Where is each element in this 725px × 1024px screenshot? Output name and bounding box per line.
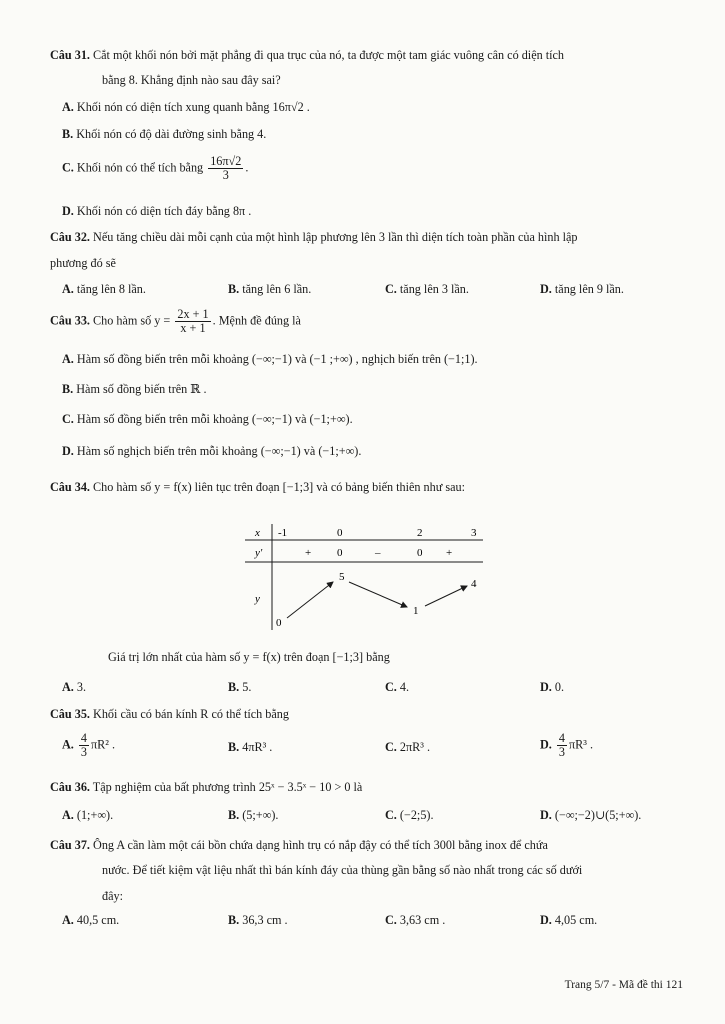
q31-label: Câu 31. [50, 48, 90, 62]
q33-option-c: C. Hàm số đồng biến trên mỗi khoảng (−∞;−1) và (−1;+∞). [62, 412, 353, 426]
q35-option-b: B. 4πR³ . [228, 740, 273, 754]
x-value-4: 3 [471, 527, 477, 539]
q35-stem: Câu 35. Khối cầu có bán kính R có thể tích bằng [50, 707, 289, 721]
q32-stem2: phương đó sẽ [50, 256, 116, 270]
q34-option-a: A. 3. [62, 680, 87, 694]
q31-option-c: C. Khối nón có thể tích bằng $\frac{16\pi√2}{3}$ . [62, 154, 249, 183]
q35-option-c: C. 2πR³ . [385, 740, 431, 754]
q37-option-b: B. 36,3 cm . [228, 913, 288, 927]
q35-option-d: D. $\frac{4}{3}$ πR³ . [540, 731, 594, 760]
q31-option-a: A. Khối nón có diện tích xung quanh bằng 16π√2 . [62, 100, 310, 114]
q34-stem: Câu 34. Cho hàm số y = f(x) liên tục trên đoạn [−1;3] và có bảng biến thiên như sau: [50, 480, 466, 494]
y-value-4: 4 [471, 578, 477, 590]
x-value-1: -1 [278, 527, 288, 539]
x-label: x [255, 527, 260, 539]
q37-option-c: C. 3,63 cm . [385, 913, 446, 927]
q33-fraction: $\frac{2x + 1}{x + 1}$ [177, 307, 209, 336]
yprime-sign-4: 0 [417, 547, 423, 559]
q33-option-a: A. Hàm số đồng biến trên mỗi khoảng (−∞;−1) và (−1 ;+∞) , nghịch biến trên (−1;1). [62, 352, 478, 366]
q37-stem3: đây: [102, 889, 123, 903]
arrow-up-2 [425, 586, 467, 606]
q36-option-a: A. (1;+∞). [62, 808, 114, 822]
q33-stem: Câu 33. Cho hàm số y = $\frac{2x + 1}{x + 1}$ . Mệnh đề đúng là [50, 307, 301, 336]
yprime-sign-1: + [305, 547, 312, 559]
arrow-up-1 [287, 582, 333, 618]
q36-stem: Câu 36. Tập nghiệm của bất phương trình 25ˣ − 3.5ˣ − 10 > 0 là [50, 780, 363, 794]
q36-option-b: B. (5;+∞). [228, 808, 279, 822]
x-value-2: 0 [337, 527, 343, 539]
q37-option-a: A. 40,5 cm. [62, 913, 120, 927]
q31-stem1: Cắt một khối nón bởi mặt phẳng đi qua trục của nó, ta được một tam giác vuông cân có diện tích [93, 48, 565, 62]
q36-option-d: D. (−∞;−2)∪(5;+∞). [540, 808, 642, 822]
yprime-label: y' [255, 547, 263, 559]
q31-stem-line1 [50, 48, 564, 63]
q34-question: Giá trị lớn nhất của hàm số y = f(x) trên đoạn [−1;3] bằng [108, 650, 390, 664]
q34-option-b: B. 5. [228, 680, 252, 694]
q31-option-b: B. Khối nón có độ dài đường sinh bằng 4. [62, 127, 267, 141]
y-value-3: 1 [413, 605, 419, 617]
q37-stem-line1: Câu 37. Ông A cần làm một cái bồn chứa dạng hình trụ có nắp đậy có thể tích 300l bằng inox để chứa [50, 838, 548, 852]
variation-table [245, 522, 485, 634]
x-value-3: 2 [417, 527, 423, 539]
y-label: y [255, 593, 260, 605]
q31-stem2: bằng 8. Khẳng định nào sau đây sai? [102, 73, 281, 87]
q35-option-a: A. $\frac{4}{3}$ πR² . [62, 731, 116, 760]
yprime-sign-2: 0 [337, 547, 343, 559]
y-value-2: 5 [339, 571, 345, 583]
q32-option-c: C. tăng lên 3 lần. [385, 282, 469, 296]
q32-stem-line1: Câu 32. Nếu tăng chiều dài mỗi cạnh của một hình lập phương lên 3 lần thì diện tích toàn phần của hình lập [50, 230, 578, 244]
q36-option-c: C. (−2;5). [385, 808, 434, 822]
yprime-sign-3: – [375, 547, 381, 559]
q31-option-c-fraction: $\frac{16\pi√2}{3}$ [210, 154, 242, 183]
q32-option-a: A. tăng lên 8 lần. [62, 282, 146, 296]
q32-option-d: D. tăng lên 9 lần. [540, 282, 624, 296]
q31-option-d: D. Khối nón có diện tích đáy bằng 8π . [62, 204, 252, 218]
q32-option-b: B. tăng lên 6 lần. [228, 282, 312, 296]
q34-option-c: C. 4. [385, 680, 410, 694]
q33-option-b: B. Hàm số đồng biến trên ℝ . [62, 382, 207, 396]
yprime-sign-5: + [446, 547, 453, 559]
q34-option-d: D. 0. [540, 680, 565, 694]
arrow-down [349, 582, 407, 607]
q33-option-d: D. Hàm số nghịch biến trên mỗi khoảng (−∞;−1) và (−1;+∞). [62, 444, 362, 458]
q37-stem2: nước. Để tiết kiệm vật liệu nhất thì bán kính đáy của thùng gần bằng số nào nhất trong các số dưới [102, 863, 583, 877]
y-value-1: 0 [276, 617, 282, 629]
page-footer: Trang 5/7 - Mã đề thi 121 [564, 979, 683, 991]
q37-option-d: D. 4,05 cm. [540, 913, 598, 927]
